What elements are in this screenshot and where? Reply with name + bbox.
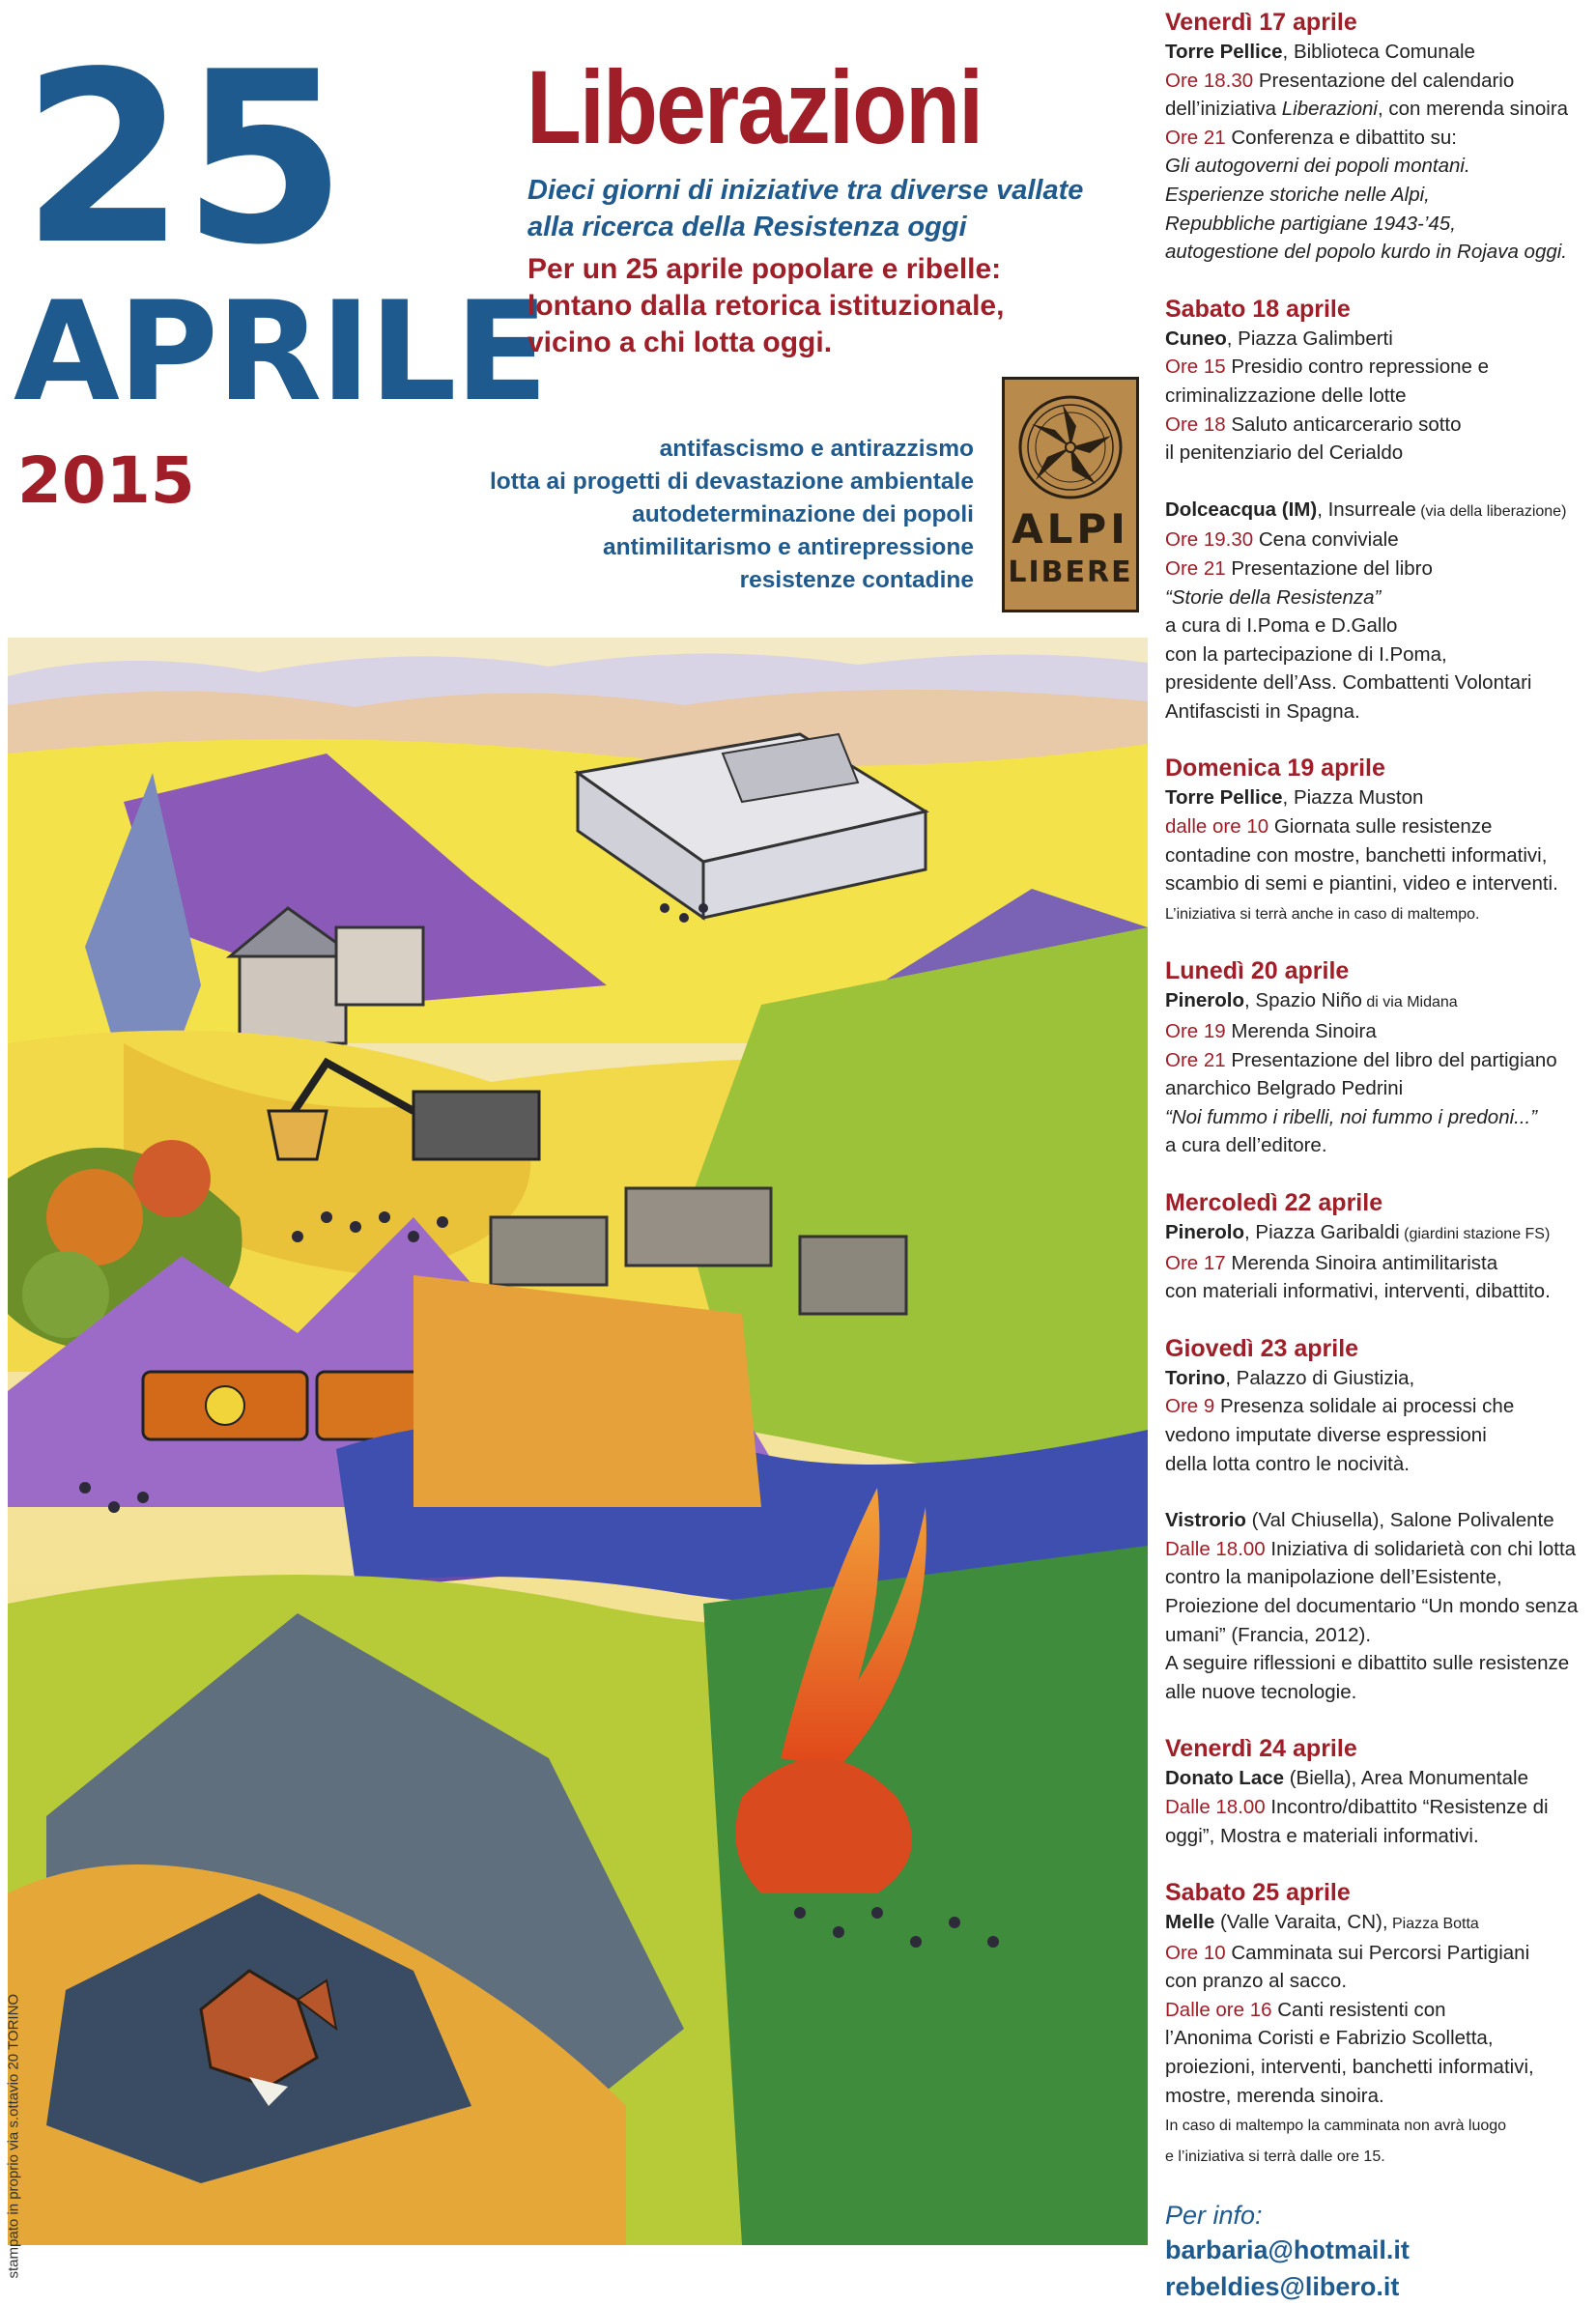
event-line xyxy=(1165,238,1590,267)
themes-list xyxy=(444,433,974,597)
event-text: oggi”, Mostra e materiali informativi. xyxy=(1165,1824,1479,1847)
event-place-note: di via Midana xyxy=(1361,994,1458,1011)
event-line xyxy=(1165,2141,1590,2172)
event-time: dalle ore 10 xyxy=(1165,815,1269,839)
logo-text-alpi: ALPI xyxy=(1012,505,1129,553)
event-date: Giovedì 23 aprile xyxy=(1165,1334,1359,1362)
event-line xyxy=(1165,555,1590,583)
event-block xyxy=(1165,1734,1590,1850)
event-line xyxy=(1165,1450,1590,1479)
printed-note: stampato in proprio via s.ottavio 20 TORINO xyxy=(5,1993,22,2279)
event-place-name: Melle xyxy=(1165,1911,1215,1934)
event-text: l’Anonima Coristi e Fabrizio Scolletta, xyxy=(1165,2027,1494,2050)
event-text: a cura di I.Poma e D.Gallo xyxy=(1165,614,1398,638)
event-place xyxy=(1165,1506,1590,1535)
event-note: In caso di maltempo la camminata non avrà luogo xyxy=(1165,2118,1507,2135)
watercolor-illustration xyxy=(8,638,1148,2245)
event-text: scambio di semi e piantini, video e interventi. xyxy=(1165,872,1558,896)
event-time: Ore 21 xyxy=(1165,126,1226,149)
event-text: Camminata sui Percorsi Partigiani xyxy=(1225,1941,1530,1964)
event-text: mostre, merenda sinoira. xyxy=(1165,2084,1384,2107)
event-text: umani” (Francia, 2012). xyxy=(1165,1623,1372,1646)
event-block xyxy=(1165,496,1590,726)
event-place xyxy=(1165,1908,1590,1939)
theme-item: autodeterminazione dei popoli xyxy=(632,501,974,527)
theme-item: antimilitarismo e antirepressione xyxy=(603,534,974,560)
event-place-name: Dolceacqua (IM) xyxy=(1165,498,1318,521)
event-time: Ore 15 xyxy=(1165,356,1226,379)
event-line xyxy=(1165,67,1590,96)
event-time: Ore 19.30 xyxy=(1165,528,1254,552)
event-text: con pranzo al sacco. xyxy=(1165,1970,1348,1993)
event-date: Domenica 19 aprile xyxy=(1165,754,1385,783)
event-note: e l’iniziativa si terrà dalle ore 15. xyxy=(1165,2148,1385,2165)
event-place-name: Pinerolo xyxy=(1165,989,1245,1012)
event-place-detail: , Insurreale xyxy=(1317,498,1416,521)
event-text: Presentazione del calendario xyxy=(1253,69,1515,92)
subtitle-line: Dieci giorni di iniziative tra diverse vallate xyxy=(527,175,1084,206)
logo-text-libere: LIBERE xyxy=(1008,555,1133,589)
event-date: Sabato 25 aprile xyxy=(1165,1879,1351,1907)
event-line xyxy=(1165,439,1590,468)
event-line xyxy=(1165,1277,1590,1306)
event-date: Venerdì 17 aprile xyxy=(1165,9,1357,36)
event-place xyxy=(1165,496,1590,526)
event-line xyxy=(1165,1131,1590,1160)
event-place xyxy=(1165,1764,1590,1793)
event-block xyxy=(1165,1878,1590,2171)
event-time: Ore 18.30 xyxy=(1165,69,1254,92)
events-program xyxy=(1165,8,1590,2305)
event-place-detail: , Piazza Garibaldi xyxy=(1244,1221,1400,1243)
event-line xyxy=(1165,1103,1590,1132)
event-text: Presentazione del libro xyxy=(1225,556,1433,580)
event-text: proiezioni, interventi, banchetti informativi, xyxy=(1165,2056,1534,2079)
event-line xyxy=(1165,1649,1590,1678)
event-place-name: Torino xyxy=(1165,1366,1226,1389)
event-text: Saluto anticarcerario sotto xyxy=(1225,413,1462,436)
event-text: Proiezione del documentario “Un mondo senza xyxy=(1165,1594,1579,1617)
event-line xyxy=(1165,1535,1590,1564)
event-block xyxy=(1165,754,1590,928)
event-text: , con merenda sinoira xyxy=(1377,98,1569,121)
poster-slogan xyxy=(527,251,1146,361)
event-text: Presenza solidale ai processi che xyxy=(1214,1395,1515,1418)
event-line xyxy=(1165,353,1590,382)
event-place-note: Piazza Botta xyxy=(1387,1916,1479,1933)
event-place-name: Torre Pellice xyxy=(1165,41,1283,63)
event-line xyxy=(1165,612,1590,640)
event-time: Ore 18 xyxy=(1165,413,1226,436)
slogan-line: vicino a chi lotta oggi. xyxy=(527,327,833,358)
event-text: Merenda Sinoira xyxy=(1225,1020,1377,1043)
event-place-note: (via della liberazione) xyxy=(1415,502,1567,520)
event-italic-text: autogestione del popolo kurdo in Rojava oggi. xyxy=(1165,241,1567,264)
event-line xyxy=(1165,898,1590,929)
event-place-detail: , Biblioteca Comunale xyxy=(1282,41,1475,63)
event-text: dell’iniziativa xyxy=(1165,98,1282,121)
event-time: Ore 10 xyxy=(1165,1941,1226,1964)
event-line xyxy=(1165,2053,1590,2082)
event-text: contadine con mostre, banchetti informativi, xyxy=(1165,843,1548,867)
event-italic-text: Esperienze storiche nelle Alpi, xyxy=(1165,183,1430,206)
event-line xyxy=(1165,841,1590,870)
event-text: Conferenza e dibattito su: xyxy=(1225,126,1457,149)
event-line xyxy=(1165,526,1590,555)
event-line xyxy=(1165,1074,1590,1103)
event-text: con materiali informativi, interventi, dibattito. xyxy=(1165,1280,1551,1303)
event-text: Cena conviviale xyxy=(1253,528,1399,552)
event-place-detail: , Spazio Niño xyxy=(1244,989,1362,1012)
event-line xyxy=(1165,1939,1590,1968)
event-text: della lotta contro le nocività. xyxy=(1165,1452,1410,1475)
event-line xyxy=(1165,1793,1590,1822)
event-italic-text: “Noi fummo i ribelli, noi fummo i predoni...” xyxy=(1165,1105,1538,1128)
headline-day: 25 xyxy=(21,21,343,297)
event-text: a cura dell’editore. xyxy=(1165,1134,1327,1157)
event-block xyxy=(1165,956,1590,1160)
event-italic-text: Liberazioni xyxy=(1281,98,1378,121)
event-block xyxy=(1165,1334,1590,1478)
event-italic-text: “Storie della Resistenza” xyxy=(1165,585,1382,609)
event-block xyxy=(1165,295,1590,468)
slogan-line: Per un 25 aprile popolare e ribelle: xyxy=(527,253,1002,285)
event-block xyxy=(1165,1188,1590,1306)
event-line xyxy=(1165,2110,1590,2141)
theme-item: antifascismo e antirazzismo xyxy=(659,436,974,462)
event-place-detail: (Val Chiusella), Salone Polivalente xyxy=(1245,1509,1554,1532)
event-text: Merenda Sinoira antimilitarista xyxy=(1225,1251,1498,1274)
event-line xyxy=(1165,1017,1590,1046)
event-line xyxy=(1165,124,1590,153)
event-place xyxy=(1165,38,1590,67)
event-text: A seguire riflessioni e dibattito sulle resistenze xyxy=(1165,1652,1570,1675)
event-text: Giornata sulle resistenze xyxy=(1268,815,1493,839)
event-time: Ore 21 xyxy=(1165,556,1226,580)
theme-item: resistenze contadine xyxy=(739,567,974,593)
event-line xyxy=(1165,669,1590,697)
event-time: Ore 9 xyxy=(1165,1395,1215,1418)
event-block xyxy=(1165,1506,1590,1706)
event-italic-text: Repubbliche partigiane 1943-’45, xyxy=(1165,212,1456,235)
event-place-detail: (Biella), Area Monumentale xyxy=(1284,1767,1528,1790)
event-line xyxy=(1165,1621,1590,1650)
event-line xyxy=(1165,210,1590,239)
contact-email[interactable]: rebeldies@libero.it xyxy=(1165,2272,1400,2302)
event-text: il penitenziario del Cerialdo xyxy=(1165,441,1404,465)
event-line xyxy=(1165,1421,1590,1450)
event-line xyxy=(1165,1678,1590,1707)
poster-subtitle xyxy=(527,172,1146,245)
event-text: Presidio contro repressione e xyxy=(1225,356,1490,379)
event-text: contro la manipolazione dell’Esistente, xyxy=(1165,1566,1502,1589)
event-text: con la partecipazione di I.Poma, xyxy=(1165,642,1447,666)
event-text: Antifascisti in Spagna. xyxy=(1165,699,1360,723)
event-place-detail: , Palazzo di Giustizia, xyxy=(1225,1366,1415,1389)
theme-item: lotta ai progetti di devastazione ambientale xyxy=(490,469,974,495)
event-text: Iniziativa di solidarietà con chi lotta xyxy=(1265,1537,1577,1560)
event-date: Mercoledì 22 aprile xyxy=(1165,1189,1383,1216)
slogan-line: lontano dalla retorica istituzionale, xyxy=(527,290,1005,322)
event-place-detail: (Valle Varaita, CN), xyxy=(1214,1911,1388,1934)
event-line xyxy=(1165,1392,1590,1421)
event-text: anarchico Belgrado Pedrini xyxy=(1165,1077,1404,1100)
event-time: Ore 19 xyxy=(1165,1020,1226,1043)
event-text: Incontro/dibattito “Resistenze di xyxy=(1265,1795,1549,1818)
event-text: criminalizzazione delle lotte xyxy=(1165,384,1407,407)
event-line xyxy=(1165,697,1590,726)
event-line xyxy=(1165,152,1590,181)
event-place xyxy=(1165,325,1590,354)
event-place-name: Cuneo xyxy=(1165,327,1227,350)
alpi-libere-logo xyxy=(1002,377,1139,612)
event-line xyxy=(1165,1046,1590,1075)
event-block xyxy=(1165,8,1590,267)
event-place-name: Pinerolo xyxy=(1165,1221,1245,1243)
event-line xyxy=(1165,1822,1590,1851)
event-text: alle nuove tecnologie. xyxy=(1165,1680,1357,1703)
event-line xyxy=(1165,1996,1590,2025)
event-line xyxy=(1165,95,1590,124)
event-line xyxy=(1165,1967,1590,1996)
event-note: L’iniziativa si terrà anche in caso di maltempo. xyxy=(1165,905,1480,923)
event-italic-text: Gli autogoverni dei popoli montani. xyxy=(1165,155,1470,178)
event-time: Dalle 18.00 xyxy=(1165,1795,1266,1818)
mountain-landscape-illustration xyxy=(8,638,1148,2245)
event-line xyxy=(1165,1249,1590,1278)
event-line xyxy=(1165,583,1590,612)
contact-info xyxy=(1165,2199,1590,2305)
subtitle-line: alla ricerca della Resistenza oggi xyxy=(527,212,967,242)
headline-month: APRILE xyxy=(14,272,547,432)
event-place xyxy=(1165,1218,1590,1249)
contact-email[interactable]: barbaria@hotmail.it xyxy=(1165,2235,1410,2265)
event-place xyxy=(1165,1364,1590,1393)
event-line xyxy=(1165,812,1590,841)
event-line xyxy=(1165,869,1590,898)
event-line xyxy=(1165,382,1590,411)
event-time: Dalle ore 16 xyxy=(1165,1998,1272,2021)
event-place-name: Vistrorio xyxy=(1165,1509,1246,1532)
event-date: Venerdì 24 aprile xyxy=(1165,1735,1357,1763)
event-place-detail: , Piazza Muston xyxy=(1282,786,1424,810)
event-line xyxy=(1165,1563,1590,1592)
event-line xyxy=(1165,411,1590,440)
event-place xyxy=(1165,783,1590,812)
poster-title: Liberazioni xyxy=(527,48,983,165)
event-place-name: Torre Pellice xyxy=(1165,786,1283,810)
event-text: Canti resistenti con xyxy=(1271,1998,1446,2021)
event-date: Sabato 18 aprile xyxy=(1165,295,1351,323)
event-text: Presentazione del libro del partigiano xyxy=(1225,1048,1557,1071)
event-time: Dalle 18.00 xyxy=(1165,1537,1266,1560)
event-line xyxy=(1165,2082,1590,2111)
headline-year: 2015 xyxy=(17,443,195,518)
event-line xyxy=(1165,181,1590,210)
event-place xyxy=(1165,986,1590,1017)
event-time: Ore 17 xyxy=(1165,1251,1226,1274)
event-line xyxy=(1165,1592,1590,1621)
event-line xyxy=(1165,640,1590,669)
event-line xyxy=(1165,2024,1590,2053)
event-place-detail: , Piazza Galimberti xyxy=(1226,327,1393,350)
event-date: Lunedì 20 aprile xyxy=(1165,957,1350,985)
event-text: vedono imputate diverse espressioni xyxy=(1165,1423,1487,1446)
event-text: presidente dell’Ass. Combattenti Volontari xyxy=(1165,671,1532,695)
contact-label: Per info: xyxy=(1165,2201,1263,2231)
event-place-name: Donato Lace xyxy=(1165,1767,1285,1790)
event-time: Ore 21 xyxy=(1165,1048,1226,1071)
event-place-note: (giardini stazione FS) xyxy=(1399,1226,1551,1242)
